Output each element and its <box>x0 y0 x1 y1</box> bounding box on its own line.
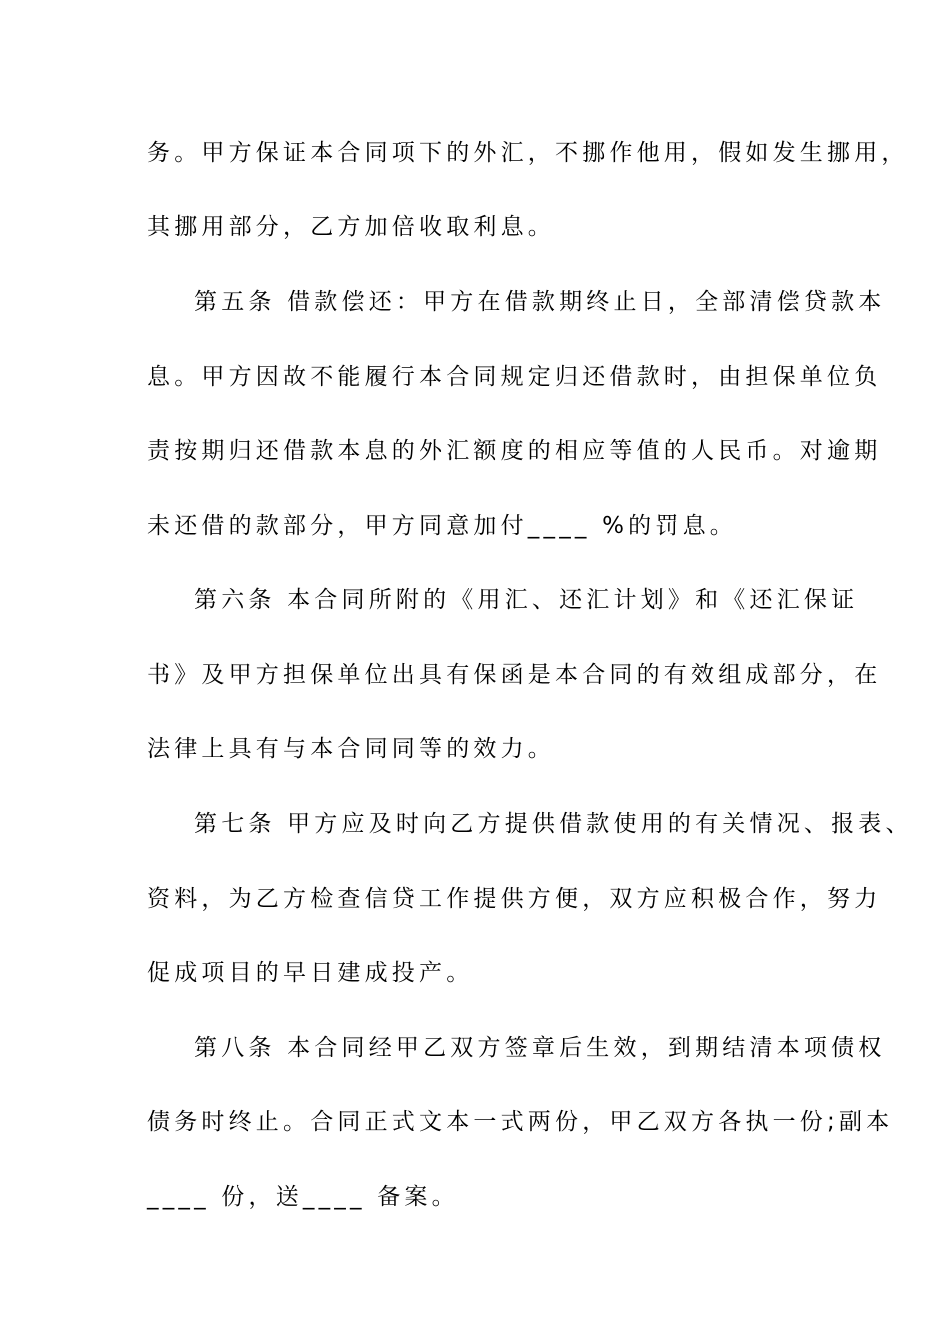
article-8-line-1: 第八条 本合同经甲乙双方签章后生效，到期结清本项债权 <box>194 1035 886 1061</box>
article-6-line-3: 法律上具有与本合同同等的效力。 <box>147 736 555 762</box>
article-8-line-2: 债务时终止。合同正式文本一式两份，甲乙双方各执一份;副本 <box>147 1109 894 1135</box>
article-5-line-2: 息。甲方因故不能履行本合同规定归还借款时，由担保单位负 <box>147 364 882 390</box>
article-7-line-1: 第七条 甲方应及时向乙方提供借款使用的有关情况、报表、 <box>194 811 913 837</box>
article-5-line-1: 第五条 借款偿还：甲方在借款期终止日，全部清偿贷款本 <box>194 289 886 315</box>
article-8-line-3: ____ 份，送____ 备案。 <box>147 1184 459 1210</box>
article-6-line-1: 第六条 本合同所附的《用汇、还汇计划》和《还汇保证 <box>194 587 859 613</box>
article-6-line-2: 书》及甲方担保单位出具有保函是本合同的有效组成部分，在 <box>147 662 882 688</box>
text-line-1: 务。甲方保证本合同项下的外汇，不挪作他用，假如发生挪用， <box>147 140 909 166</box>
article-7-line-2: 资料，为乙方检查信贷工作提供方便，双方应积极合作，努力 <box>147 886 882 912</box>
article-5-line-4: 未还借的款部分，甲方同意加付____ %的罚息。 <box>147 513 737 539</box>
text-line-2: 其挪用部分，乙方加倍收取利息。 <box>147 214 555 240</box>
article-5-line-3: 责按期归还借款本息的外汇额度的相应等值的人民币。对逾期 <box>147 438 882 464</box>
article-7-line-3: 促成项目的早日建成投产。 <box>147 960 474 986</box>
